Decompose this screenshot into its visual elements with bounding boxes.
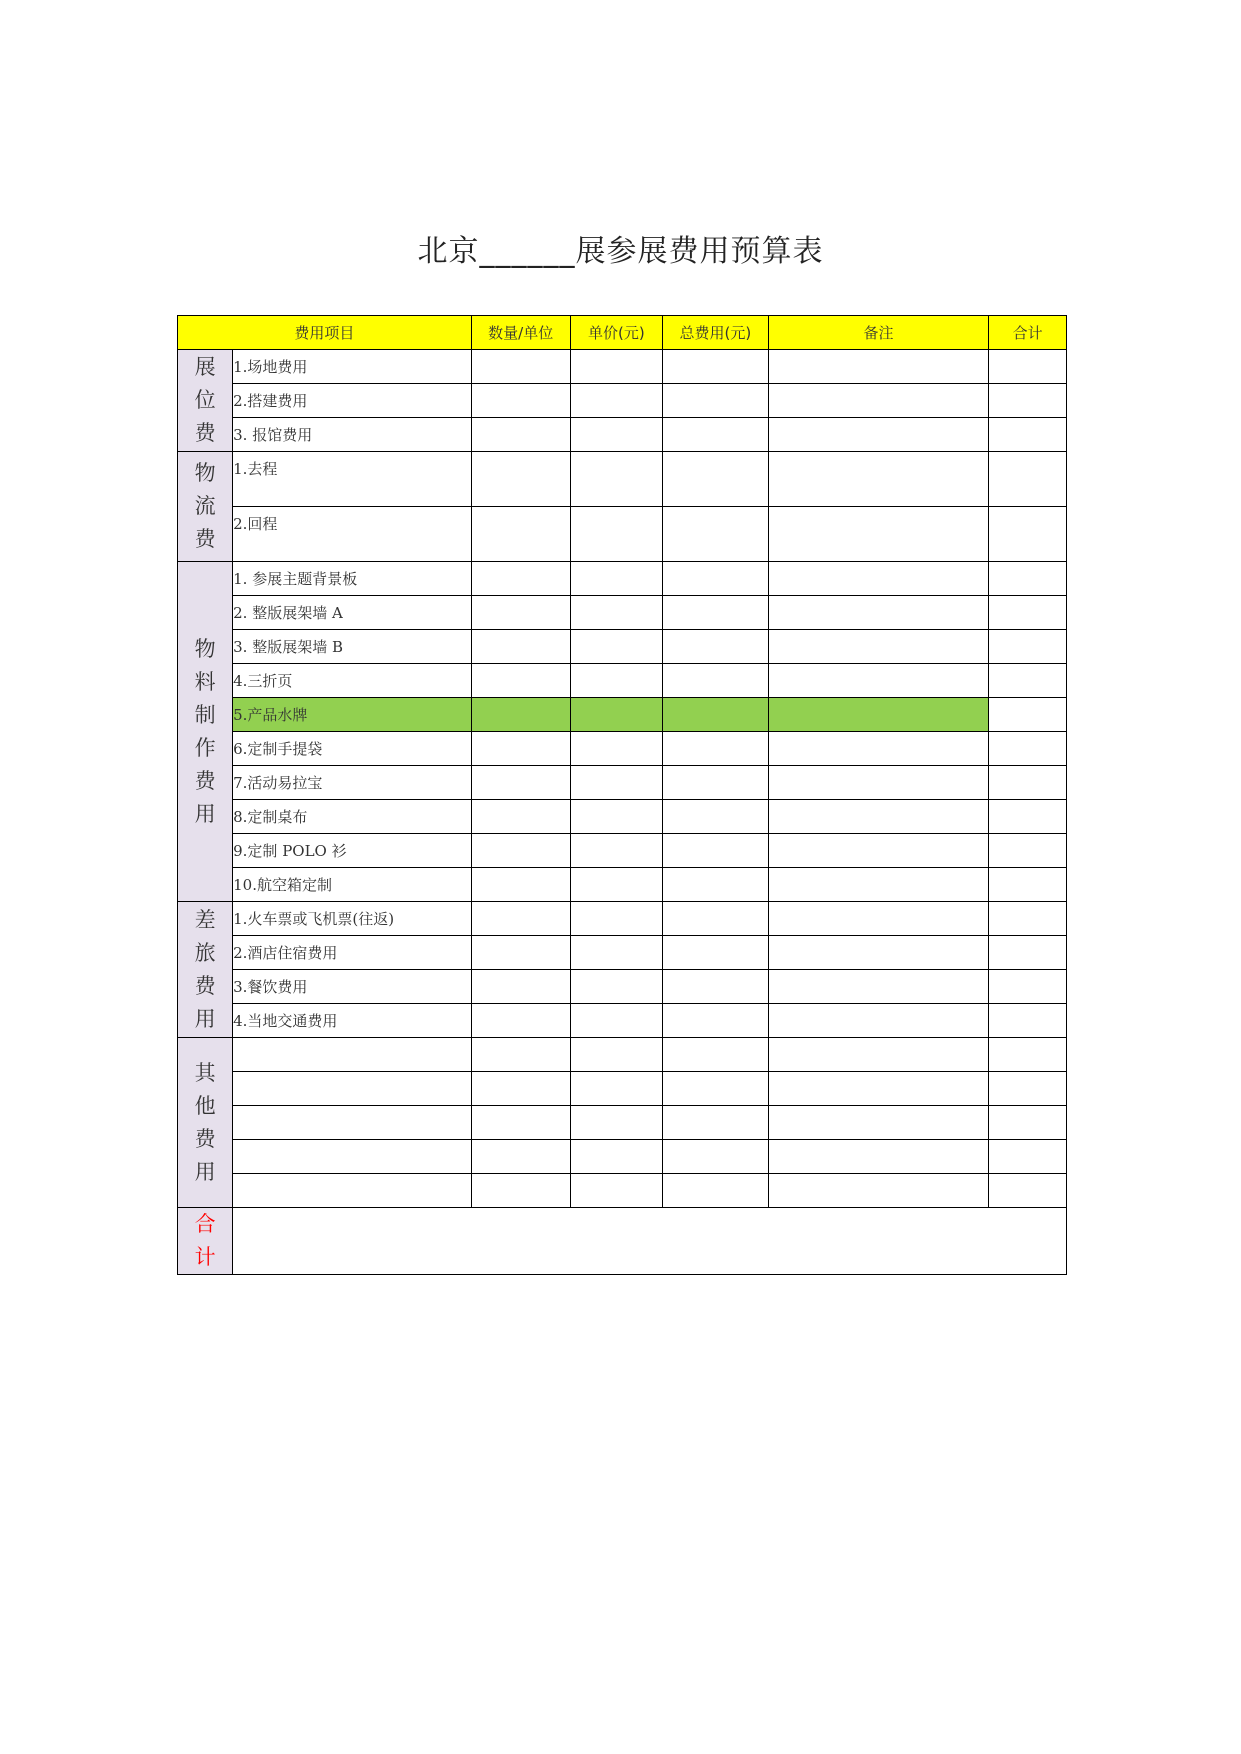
item-cell: 3. 报馆费用 <box>233 418 472 452</box>
qty-cell[interactable] <box>471 507 570 562</box>
price-cell[interactable] <box>570 970 662 1004</box>
total-cell[interactable] <box>662 868 768 902</box>
total-cell[interactable] <box>662 664 768 698</box>
item-cell: 2.回程 <box>233 507 472 562</box>
qty-cell[interactable] <box>471 834 570 868</box>
item-cell: 8.定制桌布 <box>233 800 472 834</box>
sum-cell[interactable] <box>989 418 1067 452</box>
item-cell[interactable] <box>233 1174 472 1208</box>
item-cell: 4.当地交通费用 <box>233 1004 472 1038</box>
price-cell[interactable] <box>570 766 662 800</box>
item-cell: 7.活动易拉宝 <box>233 766 472 800</box>
sum-cell[interactable] <box>989 562 1067 596</box>
sum-cell[interactable] <box>989 1072 1067 1106</box>
sum-cell[interactable] <box>989 868 1067 902</box>
note-cell[interactable] <box>768 834 989 868</box>
sum-cell[interactable] <box>989 766 1067 800</box>
total-cell[interactable] <box>662 418 768 452</box>
note-cell[interactable] <box>768 800 989 834</box>
price-cell[interactable] <box>570 1038 662 1072</box>
total-cell[interactable] <box>662 350 768 384</box>
table-row <box>178 507 1067 562</box>
note-cell[interactable] <box>768 936 989 970</box>
qty-cell[interactable] <box>471 384 570 418</box>
item-cell: 3. 整版展架墙 B <box>233 630 472 664</box>
note-cell[interactable] <box>768 384 989 418</box>
qty-cell[interactable] <box>471 562 570 596</box>
price-cell[interactable] <box>570 596 662 630</box>
item-cell: 5.产品水牌 <box>233 698 472 732</box>
total-cell[interactable] <box>662 732 768 766</box>
sum-cell[interactable] <box>989 902 1067 936</box>
item-cell[interactable] <box>233 1072 472 1106</box>
table-row <box>178 1106 1067 1140</box>
qty-cell[interactable] <box>471 902 570 936</box>
total-cell[interactable] <box>662 834 768 868</box>
qty-cell[interactable] <box>471 418 570 452</box>
item-cell: 10.航空箱定制 <box>233 868 472 902</box>
price-cell[interactable] <box>570 868 662 902</box>
qty-cell[interactable] <box>471 868 570 902</box>
total-cell[interactable] <box>662 936 768 970</box>
note-cell[interactable] <box>768 1004 989 1038</box>
header-price: 单价(元) <box>570 316 662 350</box>
table-row <box>178 1072 1067 1106</box>
table-row <box>178 1004 1067 1038</box>
note-cell[interactable] <box>768 1140 989 1174</box>
table-row <box>178 562 1067 596</box>
price-cell[interactable] <box>570 1174 662 1208</box>
total-cell[interactable] <box>662 596 768 630</box>
sum-cell[interactable] <box>989 350 1067 384</box>
header-note: 备注 <box>768 316 989 350</box>
sum-cell[interactable] <box>989 1004 1067 1038</box>
total-cell[interactable] <box>662 1140 768 1174</box>
table-row <box>178 732 1067 766</box>
category-other: 其 他 费 用 <box>178 1038 233 1208</box>
sum-cell[interactable] <box>989 664 1067 698</box>
qty-cell[interactable] <box>471 936 570 970</box>
header-row <box>178 316 1067 350</box>
note-cell[interactable] <box>768 1038 989 1072</box>
table-row <box>178 596 1067 630</box>
sum-cell[interactable] <box>989 452 1067 507</box>
qty-cell[interactable] <box>471 350 570 384</box>
price-cell[interactable] <box>570 1072 662 1106</box>
note-cell[interactable] <box>768 350 989 384</box>
note-cell[interactable] <box>768 507 989 562</box>
sum-cell[interactable] <box>989 1174 1067 1208</box>
sum-cell[interactable] <box>989 834 1067 868</box>
qty-cell[interactable] <box>471 1140 570 1174</box>
note-cell[interactable] <box>768 766 989 800</box>
qty-cell[interactable] <box>471 1004 570 1038</box>
qty-cell[interactable] <box>471 1038 570 1072</box>
header-item: 费用项目 <box>178 316 472 350</box>
price-cell[interactable] <box>570 562 662 596</box>
item-cell: 1.场地费用 <box>233 350 472 384</box>
header-total: 总费用(元) <box>662 316 768 350</box>
header-qty: 数量/单位 <box>471 316 570 350</box>
price-cell[interactable] <box>570 732 662 766</box>
price-cell[interactable] <box>570 800 662 834</box>
budget-table <box>177 315 1067 1275</box>
item-cell: 9.定制 POLO 衫 <box>233 834 472 868</box>
total-cell[interactable] <box>662 902 768 936</box>
table-row <box>178 630 1067 664</box>
table-row <box>178 664 1067 698</box>
item-cell: 2. 整版展架墙 A <box>233 596 472 630</box>
total-cell[interactable] <box>662 766 768 800</box>
category-travel: 差 旅 费 用 <box>178 902 233 1038</box>
qty-cell[interactable] <box>471 664 570 698</box>
sum-cell[interactable] <box>989 1106 1067 1140</box>
item-cell: 1. 参展主题背景板 <box>233 562 472 596</box>
item-cell: 4.三折页 <box>233 664 472 698</box>
note-cell[interactable] <box>768 562 989 596</box>
table-row <box>178 1174 1067 1208</box>
price-cell[interactable] <box>570 1140 662 1174</box>
category-materials: 物 料 制 作 费 用 <box>178 562 233 902</box>
qty-cell[interactable] <box>471 732 570 766</box>
item-cell: 6.定制手提袋 <box>233 732 472 766</box>
table-row <box>178 1140 1067 1174</box>
table-row <box>178 936 1067 970</box>
qty-cell[interactable] <box>471 800 570 834</box>
item-cell: 1.火车票或飞机票(往返) <box>233 902 472 936</box>
grand-total-value-cell[interactable] <box>233 1208 1067 1275</box>
table-row <box>178 800 1067 834</box>
sum-cell[interactable] <box>989 970 1067 1004</box>
sum-cell[interactable] <box>989 936 1067 970</box>
item-cell[interactable] <box>233 1140 472 1174</box>
page-title: 北京______展参展费用预算表 <box>417 234 824 269</box>
price-cell[interactable] <box>570 384 662 418</box>
total-cell[interactable] <box>662 562 768 596</box>
qty-cell[interactable] <box>471 630 570 664</box>
table-row <box>178 384 1067 418</box>
sum-cell[interactable] <box>989 1140 1067 1174</box>
price-cell[interactable] <box>570 507 662 562</box>
table-row <box>178 418 1067 452</box>
table-row <box>178 970 1067 1004</box>
item-cell: 3.餐饮费用 <box>233 970 472 1004</box>
sum-cell[interactable] <box>989 630 1067 664</box>
qty-cell[interactable] <box>471 452 570 507</box>
price-cell[interactable] <box>570 834 662 868</box>
table-row-highlighted <box>178 698 1067 732</box>
qty-cell[interactable] <box>471 1072 570 1106</box>
table-row <box>178 350 1067 384</box>
sum-cell[interactable] <box>989 384 1067 418</box>
note-cell[interactable] <box>768 1072 989 1106</box>
sum-cell[interactable] <box>989 698 1067 732</box>
total-cell[interactable] <box>662 970 768 1004</box>
item-cell: 1.去程 <box>233 452 472 507</box>
note-cell[interactable] <box>768 630 989 664</box>
note-cell[interactable] <box>768 418 989 452</box>
item-cell: 2.搭建费用 <box>233 384 472 418</box>
total-cell[interactable] <box>662 1106 768 1140</box>
total-cell[interactable] <box>662 1072 768 1106</box>
total-cell[interactable] <box>662 1004 768 1038</box>
price-cell[interactable] <box>570 350 662 384</box>
total-cell[interactable] <box>662 1174 768 1208</box>
price-cell[interactable] <box>570 698 662 732</box>
item-cell[interactable] <box>233 1106 472 1140</box>
price-cell[interactable] <box>570 418 662 452</box>
qty-cell[interactable] <box>471 596 570 630</box>
qty-cell[interactable] <box>471 970 570 1004</box>
total-cell[interactable] <box>662 630 768 664</box>
category-logistics: 物 流 费 <box>178 452 233 562</box>
price-cell[interactable] <box>570 452 662 507</box>
total-cell[interactable] <box>662 452 768 507</box>
table-row <box>178 902 1067 936</box>
note-cell[interactable] <box>768 452 989 507</box>
sum-cell[interactable] <box>989 596 1067 630</box>
category-booth: 展 位 费 <box>178 350 233 452</box>
note-cell[interactable] <box>768 868 989 902</box>
price-cell[interactable] <box>570 664 662 698</box>
total-cell[interactable] <box>662 800 768 834</box>
table-row <box>178 834 1067 868</box>
note-cell[interactable] <box>768 664 989 698</box>
category-grand-total: 合 计 <box>178 1208 233 1275</box>
note-cell[interactable] <box>768 596 989 630</box>
table-row <box>178 868 1067 902</box>
sum-cell[interactable] <box>989 1038 1067 1072</box>
item-cell: 2.酒店住宿费用 <box>233 936 472 970</box>
note-cell[interactable] <box>768 1106 989 1140</box>
qty-cell[interactable] <box>471 698 570 732</box>
note-cell[interactable] <box>768 698 989 732</box>
table-row <box>178 1038 1067 1072</box>
note-cell[interactable] <box>768 902 989 936</box>
total-cell[interactable] <box>662 1038 768 1072</box>
note-cell[interactable] <box>768 970 989 1004</box>
qty-cell[interactable] <box>471 1106 570 1140</box>
price-cell[interactable] <box>570 630 662 664</box>
total-cell[interactable] <box>662 698 768 732</box>
price-cell[interactable] <box>570 936 662 970</box>
table-row <box>178 766 1067 800</box>
table-row <box>178 452 1067 507</box>
qty-cell[interactable] <box>471 766 570 800</box>
item-cell[interactable] <box>233 1038 472 1072</box>
header-sum: 合计 <box>989 316 1067 350</box>
sum-cell[interactable] <box>989 732 1067 766</box>
price-cell[interactable] <box>570 902 662 936</box>
total-cell[interactable] <box>662 384 768 418</box>
sum-cell[interactable] <box>989 507 1067 562</box>
total-cell[interactable] <box>662 507 768 562</box>
note-cell[interactable] <box>768 1174 989 1208</box>
price-cell[interactable] <box>570 1004 662 1038</box>
note-cell[interactable] <box>768 732 989 766</box>
sum-cell[interactable] <box>989 800 1067 834</box>
qty-cell[interactable] <box>471 1174 570 1208</box>
grand-total-row <box>178 1208 1067 1275</box>
price-cell[interactable] <box>570 1106 662 1140</box>
